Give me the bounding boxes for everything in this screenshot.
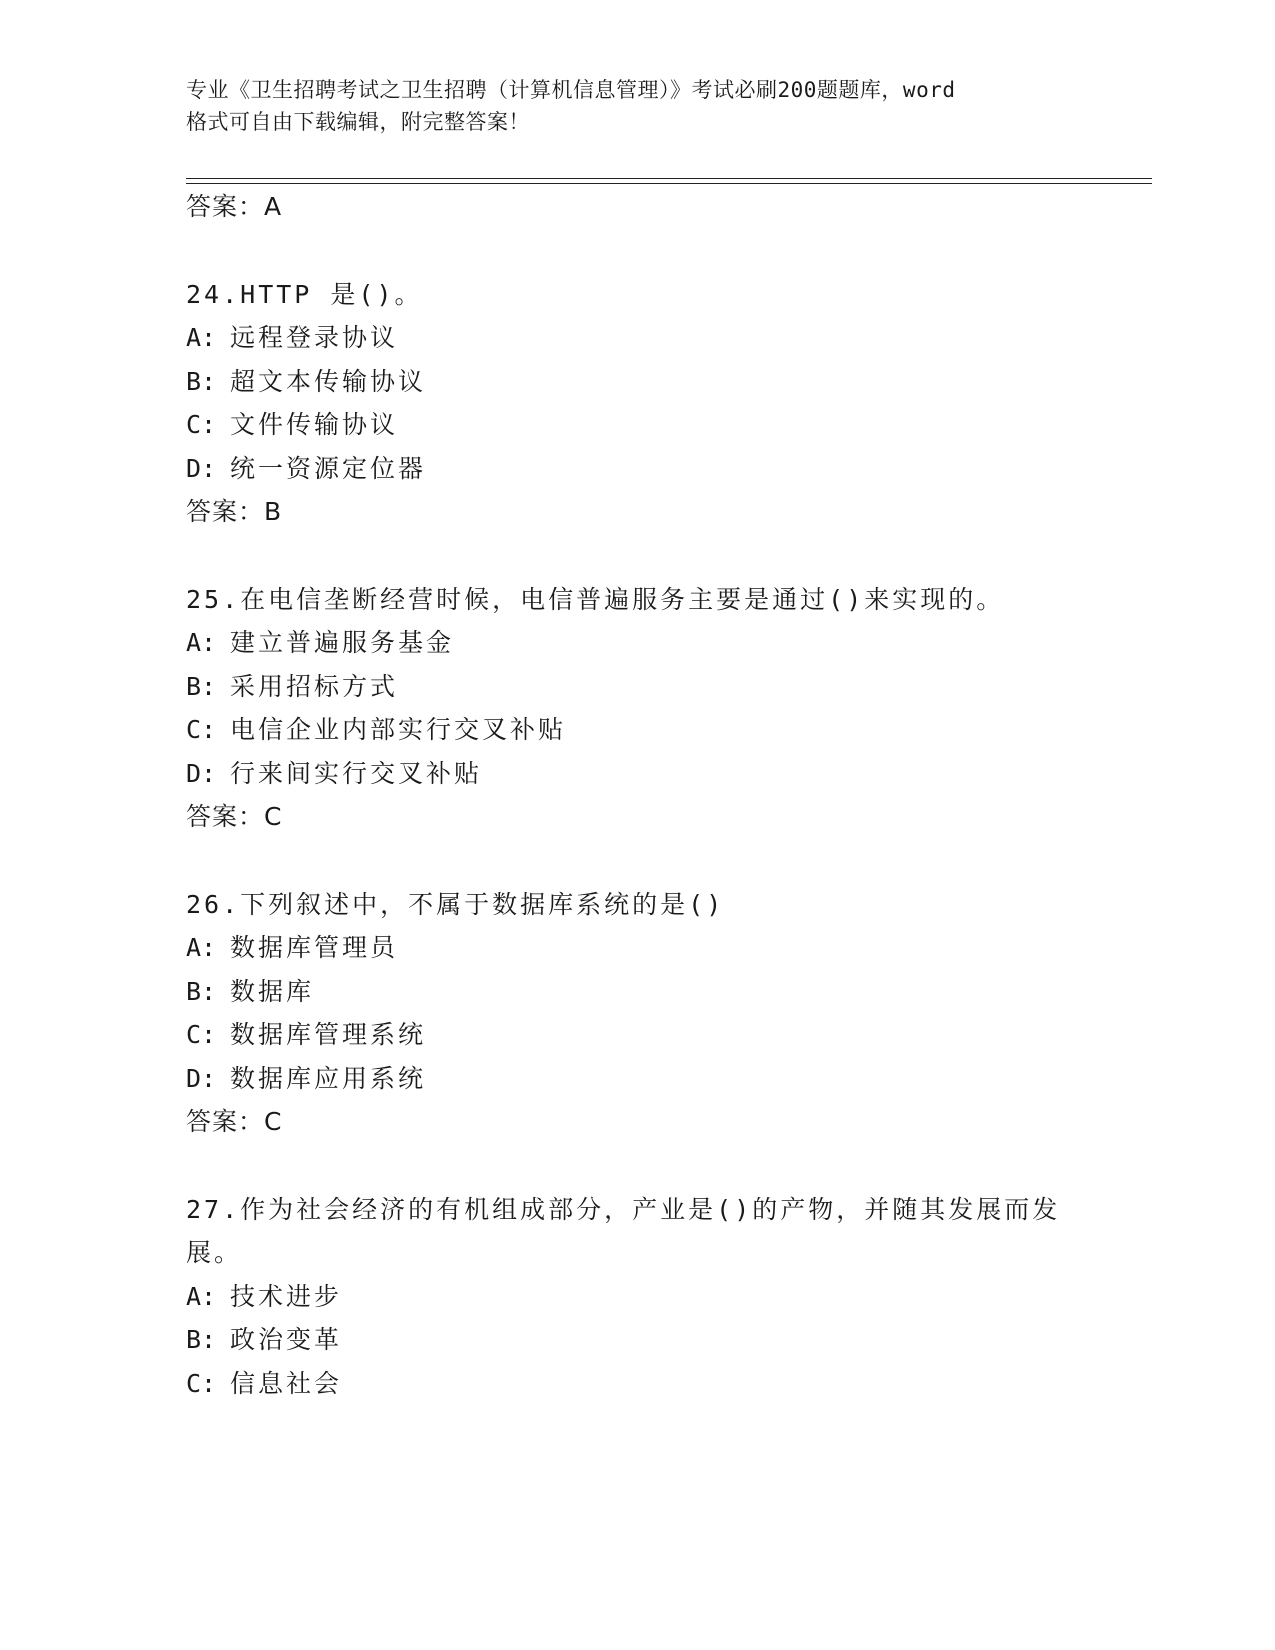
option-label: C: (186, 715, 217, 744)
question-24-option-a (186, 321, 398, 355)
question-24-stem: 24.HTTP 是()。 (186, 280, 423, 309)
option-label: C: (186, 1369, 217, 1398)
option-label: A: (186, 323, 217, 352)
question-25-option-a (186, 626, 454, 660)
option-text: 技术进步 (230, 1282, 343, 1311)
question-27-stem-line-1: 27.作为社会经济的有机组成部分，产业是()的产物，并随其发展而发 (186, 1195, 1061, 1224)
option-label: D: (186, 454, 217, 483)
question-25-answer: 答案：C (186, 802, 283, 831)
question-26-option-d (186, 1062, 426, 1096)
option-text: 政治变革 (230, 1325, 343, 1354)
option-text: 远程登录协议 (230, 323, 399, 352)
option-label: A: (186, 628, 217, 657)
option-text: 统一资源定位器 (230, 454, 427, 483)
question-27-option-b (186, 1323, 342, 1357)
option-text: 行来间实行交叉补贴 (230, 759, 483, 788)
option-label: B: (186, 1325, 217, 1354)
question-24-option-c (186, 408, 398, 442)
header-line-2: 格式可自由下载编辑，附完整答案！ (186, 110, 530, 134)
question-26-option-b (186, 975, 314, 1009)
option-label: A: (186, 933, 217, 962)
option-text: 数据库管理系统 (230, 1020, 427, 1049)
question-25-stem: 25.在电信垄断经营时候，电信普遍服务主要是通过()来实现的。 (186, 585, 1005, 614)
question-24-option-d (186, 452, 426, 486)
question-24-answer: 答案：B (186, 497, 283, 526)
option-label: A: (186, 1282, 217, 1311)
question-25-option-c (186, 713, 566, 747)
question-27-option-a (186, 1280, 342, 1314)
option-text: 建立普遍服务基金 (230, 628, 455, 657)
answer-previous: 答案：A (186, 192, 283, 221)
option-text: 数据库管理员 (230, 933, 399, 962)
question-27-stem-line-2: 展。 (186, 1238, 243, 1267)
option-label: B: (186, 672, 217, 701)
option-label: B: (186, 977, 217, 1006)
question-26-answer: 答案：C (186, 1107, 283, 1136)
option-text: 数据库应用系统 (230, 1064, 427, 1093)
question-26-stem: 26.下列叙述中，不属于数据库系统的是() (186, 890, 725, 919)
header-line-1: 专业《卫生招聘考试之卫生招聘（计算机信息管理）》考试必刷200题题库，word (186, 78, 956, 102)
header-divider-double (186, 183, 1152, 184)
option-label: D: (186, 1064, 217, 1093)
question-26-option-a (186, 931, 398, 965)
question-24-option-b (186, 365, 426, 399)
question-26-option-c (186, 1018, 426, 1052)
option-text: 采用招标方式 (230, 672, 399, 701)
option-text: 电信企业内部实行交叉补贴 (230, 715, 567, 744)
option-text: 超文本传输协议 (230, 367, 427, 396)
header-divider (186, 178, 1152, 179)
question-27-option-c (186, 1367, 342, 1401)
option-label: C: (186, 1020, 217, 1049)
option-text: 数据库 (230, 977, 315, 1006)
option-text: 信息社会 (230, 1369, 343, 1398)
question-25-option-b (186, 670, 398, 704)
question-25-option-d (186, 757, 482, 791)
option-label: D: (186, 759, 217, 788)
option-label: B: (186, 367, 217, 396)
option-label: C: (186, 410, 217, 439)
option-text: 文件传输协议 (230, 410, 399, 439)
document-header (186, 74, 1086, 138)
